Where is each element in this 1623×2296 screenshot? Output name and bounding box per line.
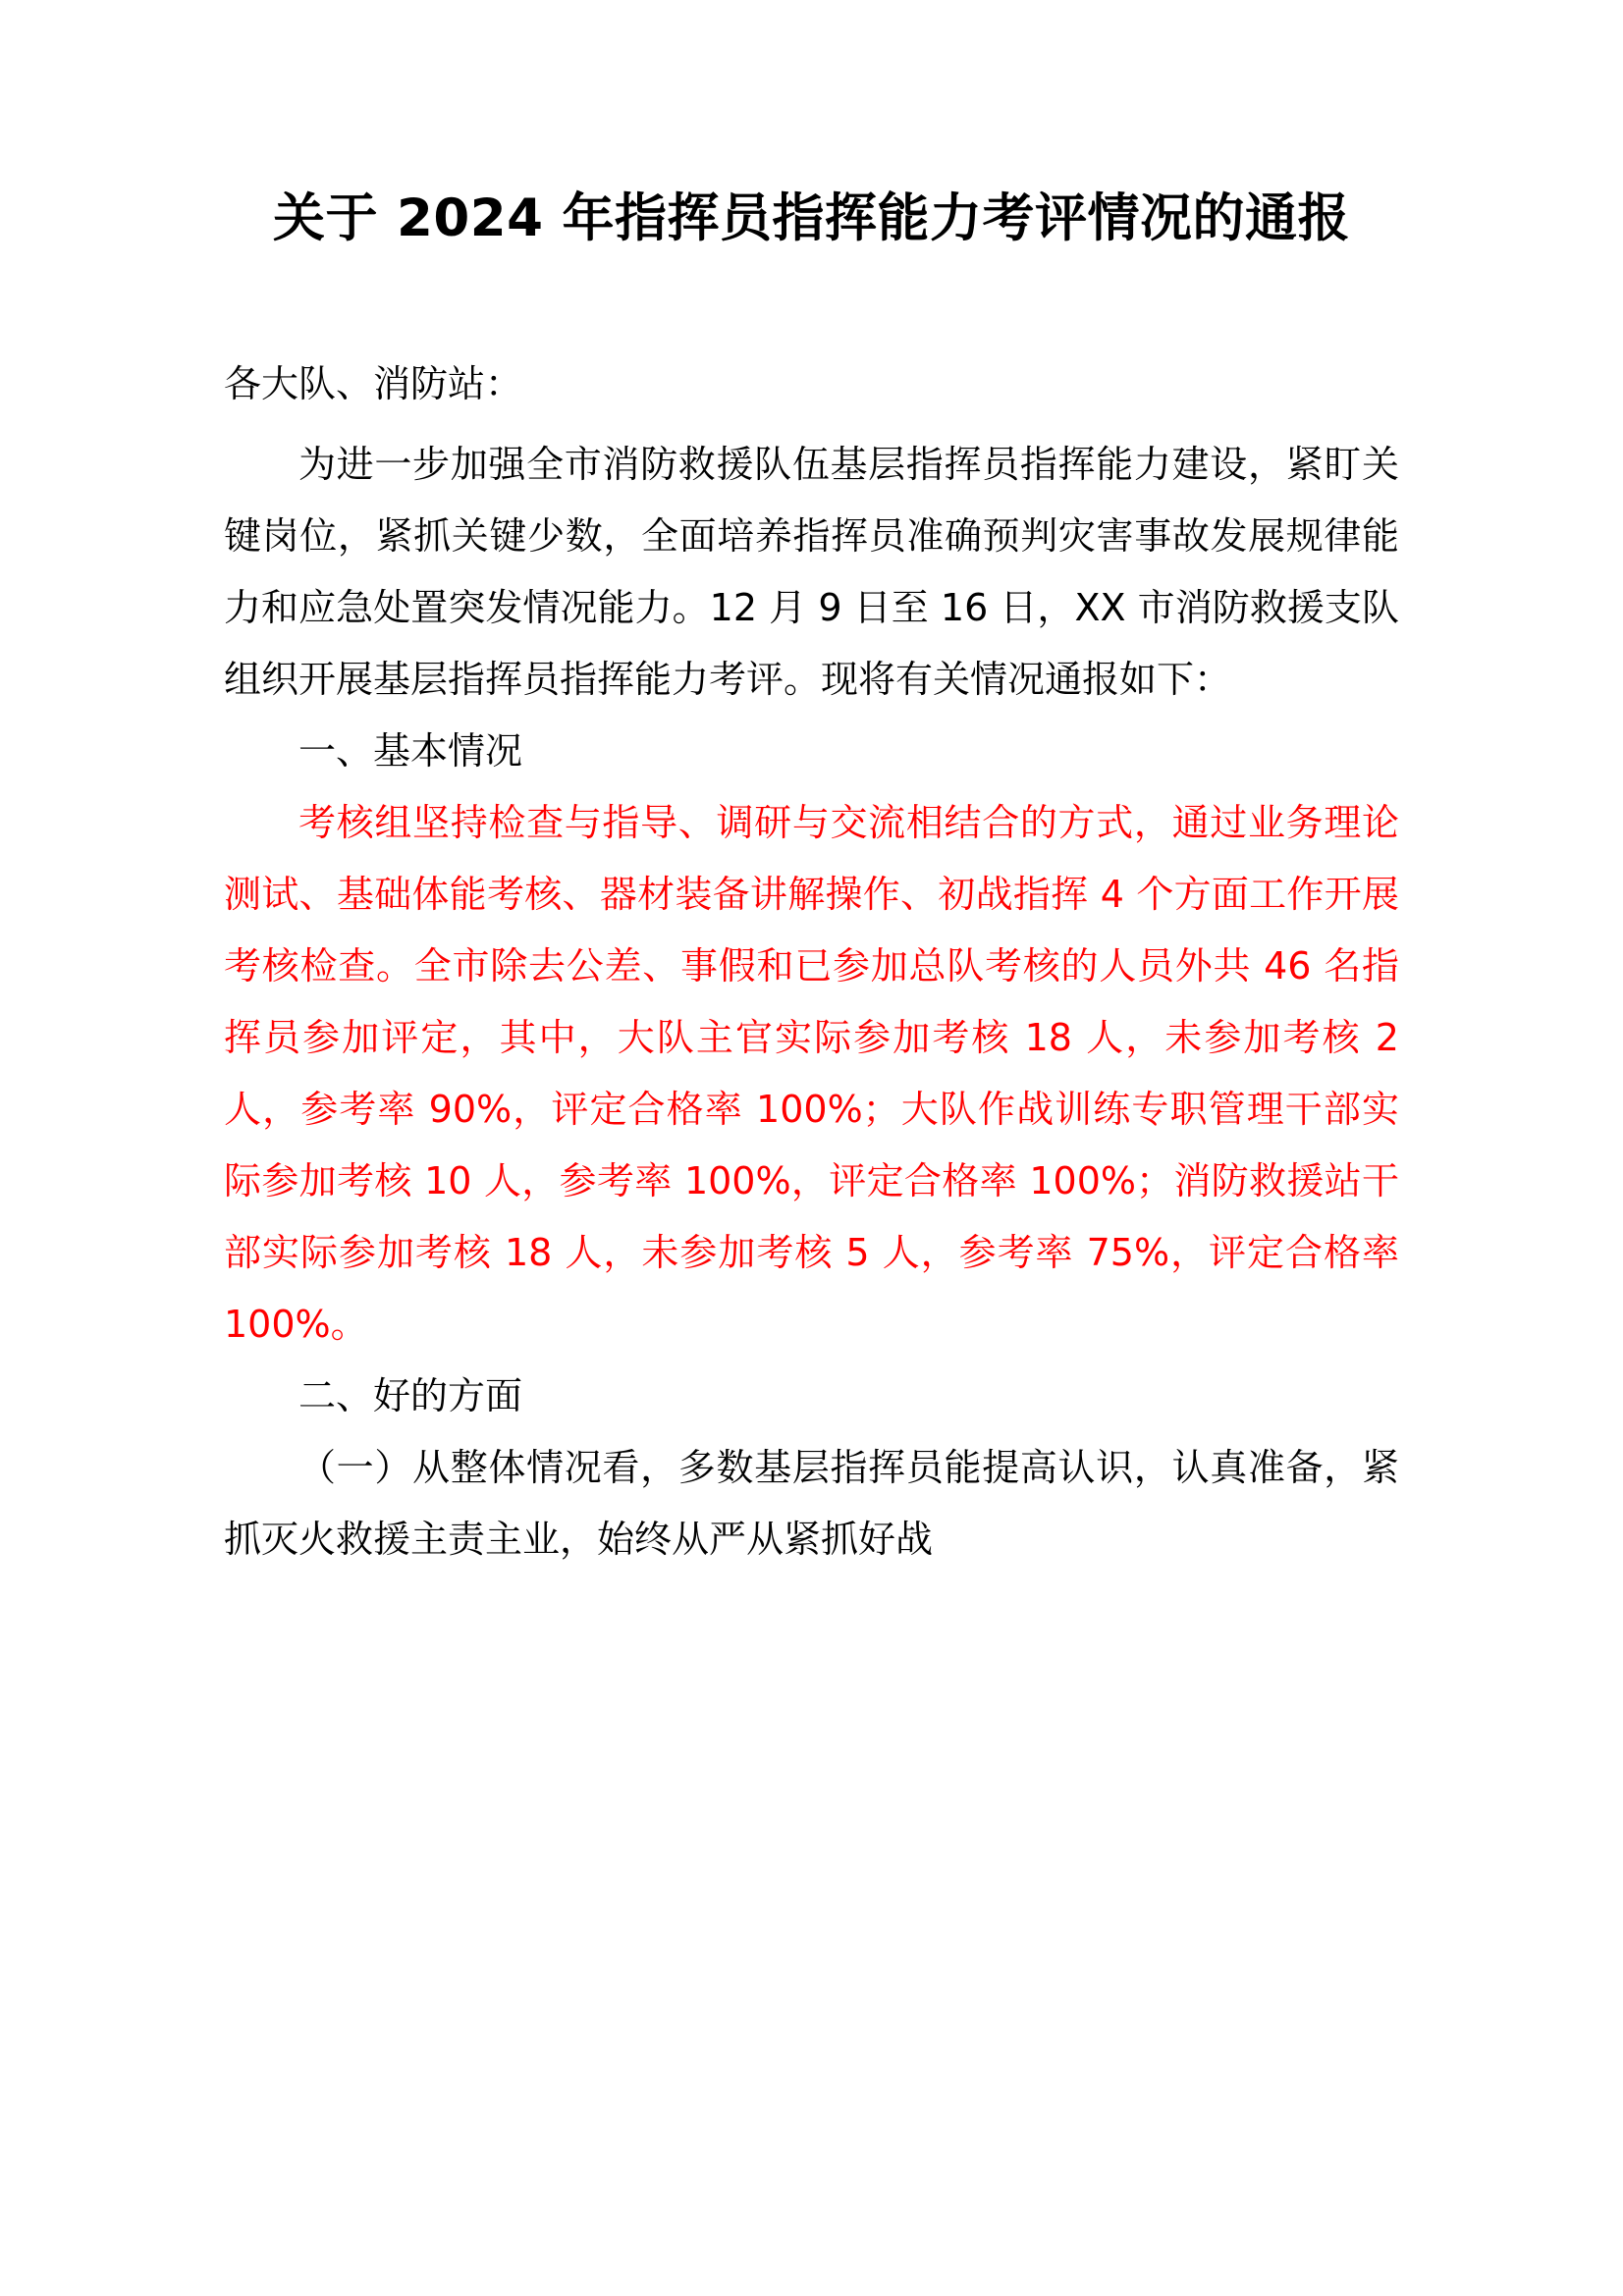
paragraph-intro: 为进一步加强全市消防救援队伍基层指挥员指挥能力建设，紧盯关键岗位，紧抓关键少数，全面培养指挥员准确预判灾害事故发展规律能力和应急处置突发情况能力。12 月 9 日至 16 日，XX 市消防救援支队组织开展基层指挥员指挥能力考评。现将有关情况通报如下： bbox=[224, 443, 1399, 702]
page-title: 关于 2024 年指挥员指挥能力考评情况的通报 bbox=[273, 188, 1350, 248]
paragraph-basic-situation: 考核组坚持检查与指导、调研与交流相结合的方式，通过业务理论测试、基础体能考核、器材装备讲解操作、初战指挥 4 个方面工作开展考核检查。全市除去公差、事假和已参加总队考核的人员外共 46 名指挥员参加评定，其中，大队主官实际参加考核 18 人，未参加考核 2 人，参考率 90%，评定合格率 100%；大队作战训练专职管理干部实际参加考核 10 人，参考率 100%，评定合格率 100%；消防救援站干部实际参加考核 18 人，未参加考核 5 人，参考率 75%，评定合格率 100%。 bbox=[224, 801, 1399, 1346]
section-heading-basic-situation: 一、基本情况 bbox=[298, 729, 523, 774]
salutation: 各大队、消防站： bbox=[224, 362, 523, 406]
section-heading-good-aspects: 二、好的方面 bbox=[298, 1373, 523, 1417]
paragraph-good-aspects: （一）从整体情况看，多数基层指挥员能提高认识，认真准备，紧抓灭火救援主责主业，始终从严从紧抓好战 bbox=[224, 1445, 1399, 1561]
